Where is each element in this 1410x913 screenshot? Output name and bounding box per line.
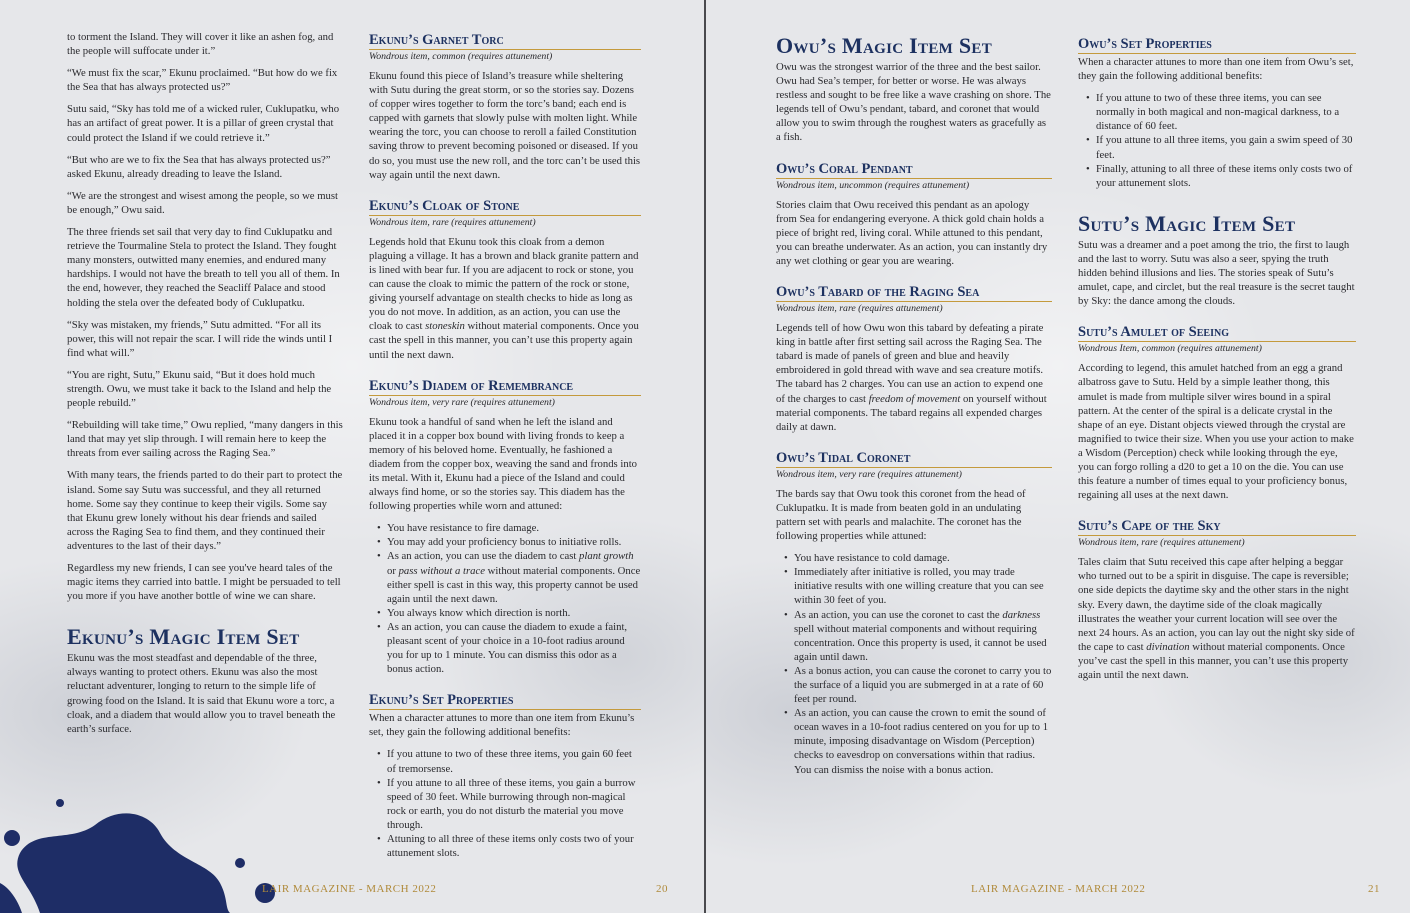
story-paragraph: The three friends set sail that very day to find Cuklupatku and retrieve the Tourmaline Stela to protect the Island. They fought many monsters, outwitted many enemies, and endured many hardships. I would not have the breath to tell you all of them. In the end, however, they reached the Seacliff Palace and stood holding the stela over the defeated body of Cuklupatku.: [67, 226, 340, 309]
story-paragraph: With many tears, the friends parted to do their part to protect the island. Some say Sutu was successful, and they all returned home. Some say they continue to keep their vigils. Some say that Ekunu grew lonely without his dear friends and sailed across the Raging Sea to find them, and they continued their adventures to the last of their days.”: [67, 469, 343, 552]
tabard-text: Legends tell of how Owu won this tabard by defeating a pirate king in battle after first setting sail across the Raging Sea. The tabard is made of panels of green and blue and heavily embroidered in gold thread with wave and sea creature motifs. The tabard has 2 charges. You can use an action to expend one of the charges to cast freedom of movement on yourself without material components. The tabard regains all expended charges daily at dawn.: [776, 322, 1047, 433]
right-column-2: [1078, 18, 1356, 690]
story-paragraph: “We are the strongest and wisest among the people, so we must be enough,” Owu said.: [67, 189, 339, 216]
page-number: 20: [656, 883, 668, 895]
story-paragraph: “You are right, Sutu,” Ekunu said, “But it does hold much strength. Owu, we must take it back to the Island and help the people rebuild.”: [67, 368, 332, 410]
ink-splatter-decoration: [0, 743, 300, 913]
diadem-heading: Ekunu’s Diadem of Remembrance: [369, 378, 641, 396]
page-right: [706, 0, 1410, 913]
coral-pendant-heading: Owu’s Coral Pendant: [776, 161, 1052, 179]
page-footer-text: LAIR MAGAZINE - MARCH 2022: [262, 883, 437, 895]
amulet-text: According to legend, this amulet hatched from an egg a grand albatross gave to Sutu. Held by a simple leather thong, this amulet is made from multiple silver wires bound in a spiral pattern. At the center of the spiral is a delicate crystal in the shape of an eye. Distant objects viewed through the crystal are magnified to twice their size. When you use your action to make a Wisdom (Perception) check while looking through the eye, you can forgo rolling a d20 to get a 10 on the die. You can use this feature a number of times equal to your proficiency bonus, regaining all uses at the next dawn.: [1078, 362, 1354, 502]
story-paragraph: “Sky was mistaken, my friends,” Sutu admitted. “For all its power, this will not repair the scar. I will ride the winds until I find what will.”: [67, 318, 333, 359]
list-item: • You always know which direction is north.: [379, 606, 641, 620]
list-item: • As a bonus action, you can cause the coronet to carry you to the surface of a liquid you are submerged in at a rate of 60 feet per round.: [786, 664, 1052, 706]
garnet-torc-text: Ekunu found this piece of Island’s treasure while sheltering with Sutu during the great storm, or so the stories say. Dozens of copper wires together to form the torc’s band; each end is capped with garnets that slowly pulse with molten light. While wearing the torc, you can choose to reroll a failed Constitution saving throw to prevent becoming poisoned or diseased. If you do so, you must use the new roll, and the torc can’t be used this way again until the next dawn.: [369, 70, 641, 181]
cloak-of-stone-text: Legends hold that Ekunu took this cloak from a demon plaguing a village. It has a brown and black granite pattern and is lined with bear fur. If you are adjacent to rock or stone, you can cause the cloak to mimic the pattern of the rock or stone, giving yourself advantage on stealth checks to hide as long as you do not move. In addition, as an action, you can use the cloak to cast stoneskin without material components. Once you cast the spell in this manner, you can’t use this property again until the next dawn.: [369, 235, 639, 361]
story-paragraph: Sutu said, “Sky has told me of a wicked ruler, Cuklupatku, who has an artifact of great power. It is a pillar of green crystal that could protect the Island if we could retrieve it.”: [67, 103, 340, 144]
list-item: • If you attune to all three items, you gain a swim speed of 30 feet.: [1088, 133, 1356, 161]
ekunu-set-properties-heading: Ekunu’s Set Properties: [369, 692, 641, 710]
list-item: • If you attune to all three of these items, you gain a burrow speed of 30 feet. While burrowing through non-magical rock or earth, you do not disturb the material you move through.: [379, 776, 641, 832]
left-column-2: [369, 18, 641, 868]
list-item: • As an action, you can cause the diadem to exude a faint, pleasant scent of your choice in a 10-foot radius around you for up to 1 minute. You can dismiss this odor as a bonus action.: [379, 620, 641, 676]
list-item: • You have resistance to fire damage.: [379, 521, 641, 535]
page-number: 21: [1368, 883, 1380, 895]
tidal-coronet-heading: Owu’s Tidal Coronet: [776, 450, 1052, 468]
ekunu-set-intro: Ekunu was the most steadfast and dependable of the three, always wanting to protect others. Ekunu was also the most reluctant adventurer, longing to return to the simple life of growing food on the Island. It is said that Ekunu wore a torc, a cloak, and a diadem that would allow you to travel beneath the earth’s surface.: [67, 652, 336, 735]
tabard-type: Wondrous item, rare (requires attunement): [776, 303, 943, 315]
owu-set-properties-list: [1078, 91, 1356, 190]
list-item: • As an action, you can cause the crown to emit the sound of ocean waves in a 10-foot radius centered on you for up to 1 minute, imposing disadvantage on Wisdom (Perception) checks to eavesdrop on conversations within that radius. You can dismiss the noise with a bonus action.: [786, 706, 1052, 776]
amulet-type: Wondrous Item, common (requires attunement): [1078, 343, 1262, 355]
tidal-coronet-type: Wondrous item, very rare (requires attunement): [776, 468, 962, 480]
tidal-coronet-text: The bards say that Owu took this coronet from the head of Cuklupatku. It is made from beaten gold in an undulating pattern set with pearls and malachite. The coronet has the following properties while attuned:: [776, 487, 1026, 543]
sutu-set-intro: Sutu was a dreamer and a poet among the trio, the first to laugh and the last to worry. Sutu was also a seer, spying the truth hidden behind illusions and lies. The stories speak of Sutu’s amulet, cape, and circlet, but the real treasure is the secret taught by Sky: the dance among the clouds.: [1078, 238, 1355, 308]
story-paragraph: to torment the Island. They will cover it like an ashen fog, and the people will suffocate under it.”: [67, 31, 334, 58]
list-item: • You have resistance to cold damage.: [786, 551, 1052, 565]
owu-set-intro: Owu was the strongest warrior of the three and the best sailor. Owu had Sea’s temper, for better or worse. He was always restless and sought to be free like a wave crashing on shore. The legends tell of Owu’s pendant, tabard, and coronet that would allow you to swim through the roughest waters as gracefully as a fish.: [776, 61, 1051, 144]
list-item: • As an action, you can use the coronet to cast the darkness spell without material components and without requiring concentration. Once this property is used, it cannot be used again until dawn.: [786, 608, 1052, 664]
page-footer-text: LAIR MAGAZINE - MARCH 2022: [971, 883, 1146, 895]
garnet-torc-type: Wondrous item, common (requires attunement): [369, 51, 553, 62]
garnet-torc-heading: Ekunu’s Garnet Torc: [369, 32, 641, 50]
story-paragraph: Regardless my new friends, I can see you've heard tales of the magic items they carried into battle. I might be persuaded to tell you more if you have another bottle of wine we can share.: [67, 562, 341, 603]
story-paragraph: “Rebuilding will take time,” Owu replied, “many dangers in this land that may yet slip through. I will remain here to keep the threats from ever sailing across the Raging Sea.”: [67, 419, 343, 460]
cloak-of-stone-type: Wondrous item, rare (requires attunement): [369, 216, 536, 228]
cape-type: Wondrous item, rare (requires attunement): [1078, 537, 1245, 549]
owu-set-properties-text: When a character attunes to more than one item from Owu’s set, they gain the following additional benefits:: [1078, 56, 1354, 83]
list-item: • Immediately after initiative is rolled, you may trade initiative results with one willing creature that you can see within 30 feet of you.: [786, 565, 1052, 607]
coral-pendant-text: Stories claim that Owu received this pendant as an apology from Sea for endangering everyone. A thick gold chain holds a piece of bright red, living coral. While attuned to this pendant, you can breathe underwater. As an action, you can instantly dry any wet clothing or gear you are wearing.: [776, 198, 1048, 267]
diadem-properties-list: [369, 521, 641, 676]
list-item: • You may add your proficiency bonus to initiative rolls.: [379, 535, 641, 549]
coral-pendant-type: Wondrous item, uncommon (requires attunement): [776, 179, 970, 191]
owu-set-properties-heading: Owu’s Set Properties: [1078, 36, 1356, 54]
story-paragraph: “But who are we to fix the Sea that has always protected us?” asked Ekunu, already dreading to leave the Island.: [67, 153, 331, 180]
owu-set-heading: Owu’s Magic Item Set: [776, 33, 993, 58]
cape-heading: Sutu’s Cape of the Sky: [1078, 518, 1356, 536]
list-item: • Finally, attuning to all three of these items only costs two of your attunement slots.: [1088, 162, 1356, 190]
list-item: • Attuning to all three of these items only costs two of your attunement slots.: [379, 832, 641, 860]
cloak-of-stone-heading: Ekunu’s Cloak of Stone: [369, 198, 641, 216]
amulet-heading: Sutu’s Amulet of Seeing: [1078, 324, 1356, 342]
tabard-heading: Owu’s Tabard of the Raging Sea: [776, 284, 1052, 302]
diadem-type: Wondrous item, very rare (requires attunement): [369, 396, 555, 408]
story-paragraph: “We must fix the scar,” Ekunu proclaimed. “But how do we fix the Sea that has always protected us?”: [67, 67, 338, 94]
left-column-1: [67, 30, 343, 744]
ekunu-set-properties-text: When a character attunes to more than one item from Ekunu’s set, they gain the following additional benefits:: [369, 712, 635, 739]
list-item: • If you attune to two of these three items, you can see normally in both magical and non-magical darkness, to a distance of 60 feet.: [1088, 91, 1356, 133]
diadem-text: Ekunu took a handful of sand when he left the island and placed it in a copper box bound with living fronds to keep a memory of his beloved home. Eventually, he fashioned a diadem from the copper box, weaving the sand and fronds into its metal. With it, Ekunu had a piece of the Island and could always find home, or so the stories say. This diadem has the following properties while worn and attuned:: [369, 415, 638, 513]
list-item: • If you attune to two of these three items, you gain 60 feet of tremorsense.: [379, 747, 641, 775]
page-left: [0, 0, 704, 913]
cape-text: Tales claim that Sutu received this cape after helping a beggar who turned out to be a spirit in disguise. The cape is reversible; one side depicts the daytime sky and the other stars in the night sky. Every dawn, the daytime side of the cloak magically illustrates the weather your current location will see over the next 24 hours. As an action, you can lay out the night sky side of the cape to cast divination without material components. Once you’ve cast the spell in this manner, you can’t use this property again until the next dawn.: [1078, 556, 1355, 681]
tidal-coronet-properties-list: [776, 551, 1052, 777]
sutu-set-heading: Sutu’s Magic Item Set: [1078, 210, 1296, 236]
ekunu-set-properties-list: [369, 747, 641, 860]
list-item: • As an action, you can use the diadem to cast plant growth or pass without a trace without material components. Once either spell is cast in this way, this property cannot be used again until the next dawn.: [379, 549, 641, 605]
ekunu-set-heading: Ekunu’s Magic Item Set: [67, 624, 300, 650]
right-column-1: [776, 30, 1052, 785]
